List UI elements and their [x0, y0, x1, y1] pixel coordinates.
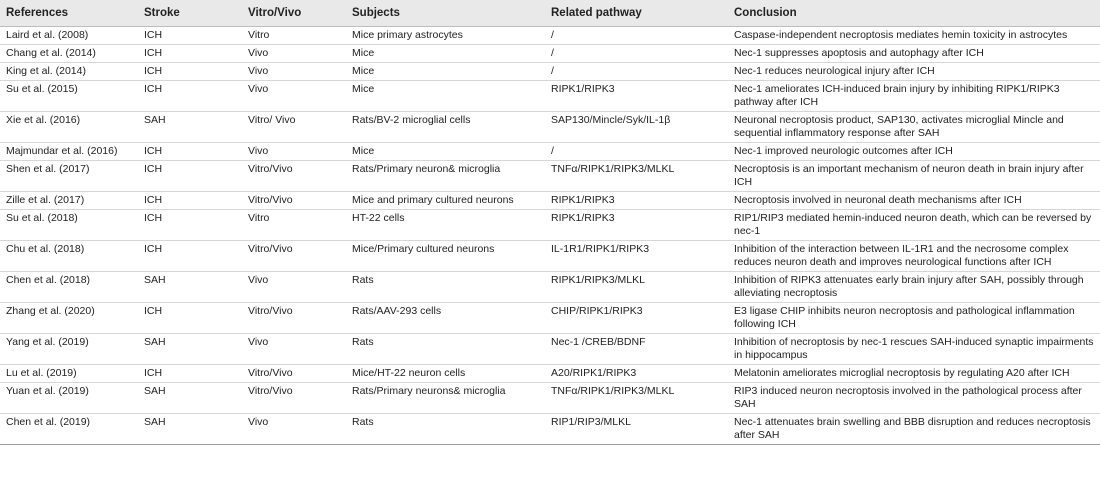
conclusion-cell: Neuronal necroptosis product, SAP130, activates microglial Mincle and sequential inflammatory response after SAH: [728, 112, 1100, 143]
conclusion-cell: Inhibition of necroptosis by nec-1 rescues SAH-induced synaptic impairments in hippocampus: [728, 334, 1100, 365]
vitro-vivo-cell: Vitro/Vivo: [242, 365, 346, 383]
header-stroke: Stroke: [138, 0, 242, 27]
stroke-cell: ICH: [138, 365, 242, 383]
conclusion-cell: Nec-1 attenuates brain swelling and BBB disruption and reduces necroptosis after SAH: [728, 414, 1100, 445]
vitro-vivo-cell: Vitro/Vivo: [242, 192, 346, 210]
reference-cell: Zhang et al. (2020): [0, 303, 138, 334]
table-row: [0, 272, 1100, 303]
table-row: [0, 414, 1100, 445]
vitro-vivo-cell: Vitro/ Vivo: [242, 112, 346, 143]
reference-cell: Chu et al. (2018): [0, 241, 138, 272]
conclusion-cell: Nec-1 suppresses apoptosis and autophagy after ICH: [728, 45, 1100, 63]
table-row: [0, 365, 1100, 383]
vitro-vivo-cell: Vivo: [242, 143, 346, 161]
header-row: [0, 0, 1100, 27]
subjects-cell: Rats/Primary neuron& microglia: [346, 161, 545, 192]
table-row: [0, 27, 1100, 45]
table-row: [0, 192, 1100, 210]
pathway-cell: RIPK1/RIPK3: [545, 81, 728, 112]
vitro-vivo-cell: Vivo: [242, 45, 346, 63]
subjects-cell: Rats/BV-2 microglial cells: [346, 112, 545, 143]
pathway-cell: TNFα/RIPK1/RIPK3/MLKL: [545, 161, 728, 192]
vitro-vivo-cell: Vivo: [242, 81, 346, 112]
pathway-cell: A20/RIPK1/RIPK3: [545, 365, 728, 383]
stroke-cell: SAH: [138, 383, 242, 414]
subjects-cell: Rats: [346, 414, 545, 445]
vitro-vivo-cell: Vitro: [242, 210, 346, 241]
table-row: [0, 143, 1100, 161]
conclusion-cell: RIP3 induced neuron necroptosis involved in the pathological process after SAH: [728, 383, 1100, 414]
conclusion-cell: RIP1/RIP3 mediated hemin-induced neuron death, which can be reversed by nec-1: [728, 210, 1100, 241]
reference-cell: Lu et al. (2019): [0, 365, 138, 383]
stroke-cell: ICH: [138, 143, 242, 161]
conclusion-cell: Inhibition of the interaction between IL-1R1 and the necrosome complex reduces neuron death and improves neurological functions after ICH: [728, 241, 1100, 272]
reference-cell: Xie et al. (2016): [0, 112, 138, 143]
reference-cell: Zille et al. (2017): [0, 192, 138, 210]
vitro-vivo-cell: Vivo: [242, 414, 346, 445]
subjects-cell: Mice: [346, 45, 545, 63]
pathway-cell: SAP130/Mincle/Syk/IL-1β: [545, 112, 728, 143]
vitro-vivo-cell: Vivo: [242, 334, 346, 365]
vitro-vivo-cell: Vitro/Vivo: [242, 241, 346, 272]
pathway-cell: /: [545, 45, 728, 63]
conclusion-cell: Melatonin ameliorates microglial necroptosis by regulating A20 after ICH: [728, 365, 1100, 383]
pathway-cell: TNFα/RIPK1/RIPK3/MLKL: [545, 383, 728, 414]
subjects-cell: Mice: [346, 81, 545, 112]
header-conclusion: Conclusion: [728, 0, 1100, 27]
table-row: [0, 241, 1100, 272]
pathway-cell: IL-1R1/RIPK1/RIPK3: [545, 241, 728, 272]
stroke-cell: SAH: [138, 334, 242, 365]
subjects-cell: Mice: [346, 143, 545, 161]
table-row: [0, 210, 1100, 241]
pathway-cell: /: [545, 63, 728, 81]
pathway-cell: RIPK1/RIPK3: [545, 192, 728, 210]
conclusion-cell: Nec-1 reduces neurological injury after ICH: [728, 63, 1100, 81]
pathway-cell: CHIP/RIPK1/RIPK3: [545, 303, 728, 334]
pathway-cell: RIP1/RIP3/MLKL: [545, 414, 728, 445]
reference-cell: King et al. (2014): [0, 63, 138, 81]
stroke-cell: ICH: [138, 161, 242, 192]
stroke-cell: SAH: [138, 414, 242, 445]
subjects-cell: Mice and primary cultured neurons: [346, 192, 545, 210]
reference-cell: Majmundar et al. (2016): [0, 143, 138, 161]
vitro-vivo-cell: Vitro/Vivo: [242, 303, 346, 334]
stroke-cell: ICH: [138, 210, 242, 241]
subjects-cell: Mice: [346, 63, 545, 81]
reference-cell: Yang et al. (2019): [0, 334, 138, 365]
pathway-cell: RIPK1/RIPK3/MLKL: [545, 272, 728, 303]
reference-cell: Su et al. (2018): [0, 210, 138, 241]
stroke-cell: ICH: [138, 63, 242, 81]
reference-cell: Laird et al. (2008): [0, 27, 138, 45]
stroke-cell: ICH: [138, 45, 242, 63]
reference-cell: Shen et al. (2017): [0, 161, 138, 192]
subjects-cell: Rats: [346, 334, 545, 365]
pathway-cell: RIPK1/RIPK3: [545, 210, 728, 241]
reference-cell: Chen et al. (2018): [0, 272, 138, 303]
header-subjects: Subjects: [346, 0, 545, 27]
conclusion-cell: Nec-1 improved neurologic outcomes after ICH: [728, 143, 1100, 161]
vitro-vivo-cell: Vitro: [242, 27, 346, 45]
pathway-cell: /: [545, 143, 728, 161]
table-row: [0, 383, 1100, 414]
stroke-cell: ICH: [138, 192, 242, 210]
table-row: [0, 303, 1100, 334]
pathway-cell: Nec-1 /CREB/BDNF: [545, 334, 728, 365]
table-row: [0, 334, 1100, 365]
table-body: [0, 27, 1100, 445]
stroke-cell: ICH: [138, 303, 242, 334]
subjects-cell: Rats/AAV-293 cells: [346, 303, 545, 334]
table-row: [0, 161, 1100, 192]
table-row: [0, 112, 1100, 143]
subjects-cell: Rats: [346, 272, 545, 303]
conclusion-cell: Inhibition of RIPK3 attenuates early brain injury after SAH, possibly through alleviating necroptosis: [728, 272, 1100, 303]
stroke-cell: ICH: [138, 27, 242, 45]
conclusion-cell: Nec-1 ameliorates ICH-induced brain injury by inhibiting RIPK1/RIPK3 pathway after ICH: [728, 81, 1100, 112]
conclusion-cell: E3 ligase CHIP inhibits neuron necroptosis and pathological inflammation following ICH: [728, 303, 1100, 334]
reference-cell: Chen et al. (2019): [0, 414, 138, 445]
reference-cell: Chang et al. (2014): [0, 45, 138, 63]
table-row: [0, 63, 1100, 81]
stroke-cell: ICH: [138, 81, 242, 112]
reference-cell: Su et al. (2015): [0, 81, 138, 112]
header-vitro-vivo: Vitro/Vivo: [242, 0, 346, 27]
subjects-cell: Rats/Primary neurons& microglia: [346, 383, 545, 414]
subjects-cell: Mice/Primary cultured neurons: [346, 241, 545, 272]
reference-cell: Yuan et al. (2019): [0, 383, 138, 414]
conclusion-cell: Necroptosis involved in neuronal death mechanisms after ICH: [728, 192, 1100, 210]
vitro-vivo-cell: Vitro/Vivo: [242, 161, 346, 192]
conclusion-cell: Necroptosis is an important mechanism of neuron death in brain injury after ICH: [728, 161, 1100, 192]
stroke-cell: SAH: [138, 112, 242, 143]
header-related-pathway: Related pathway: [545, 0, 728, 27]
header-references: References: [0, 0, 138, 27]
table-row: [0, 45, 1100, 63]
conclusion-cell: Caspase-independent necroptosis mediates hemin toxicity in astrocytes: [728, 27, 1100, 45]
vitro-vivo-cell: Vivo: [242, 272, 346, 303]
subjects-cell: Mice/HT-22 neuron cells: [346, 365, 545, 383]
pathway-cell: /: [545, 27, 728, 45]
vitro-vivo-cell: Vitro/Vivo: [242, 383, 346, 414]
subjects-cell: HT-22 cells: [346, 210, 545, 241]
subjects-cell: Mice primary astrocytes: [346, 27, 545, 45]
table-row: [0, 81, 1100, 112]
stroke-cell: ICH: [138, 241, 242, 272]
vitro-vivo-cell: Vivo: [242, 63, 346, 81]
stroke-cell: SAH: [138, 272, 242, 303]
